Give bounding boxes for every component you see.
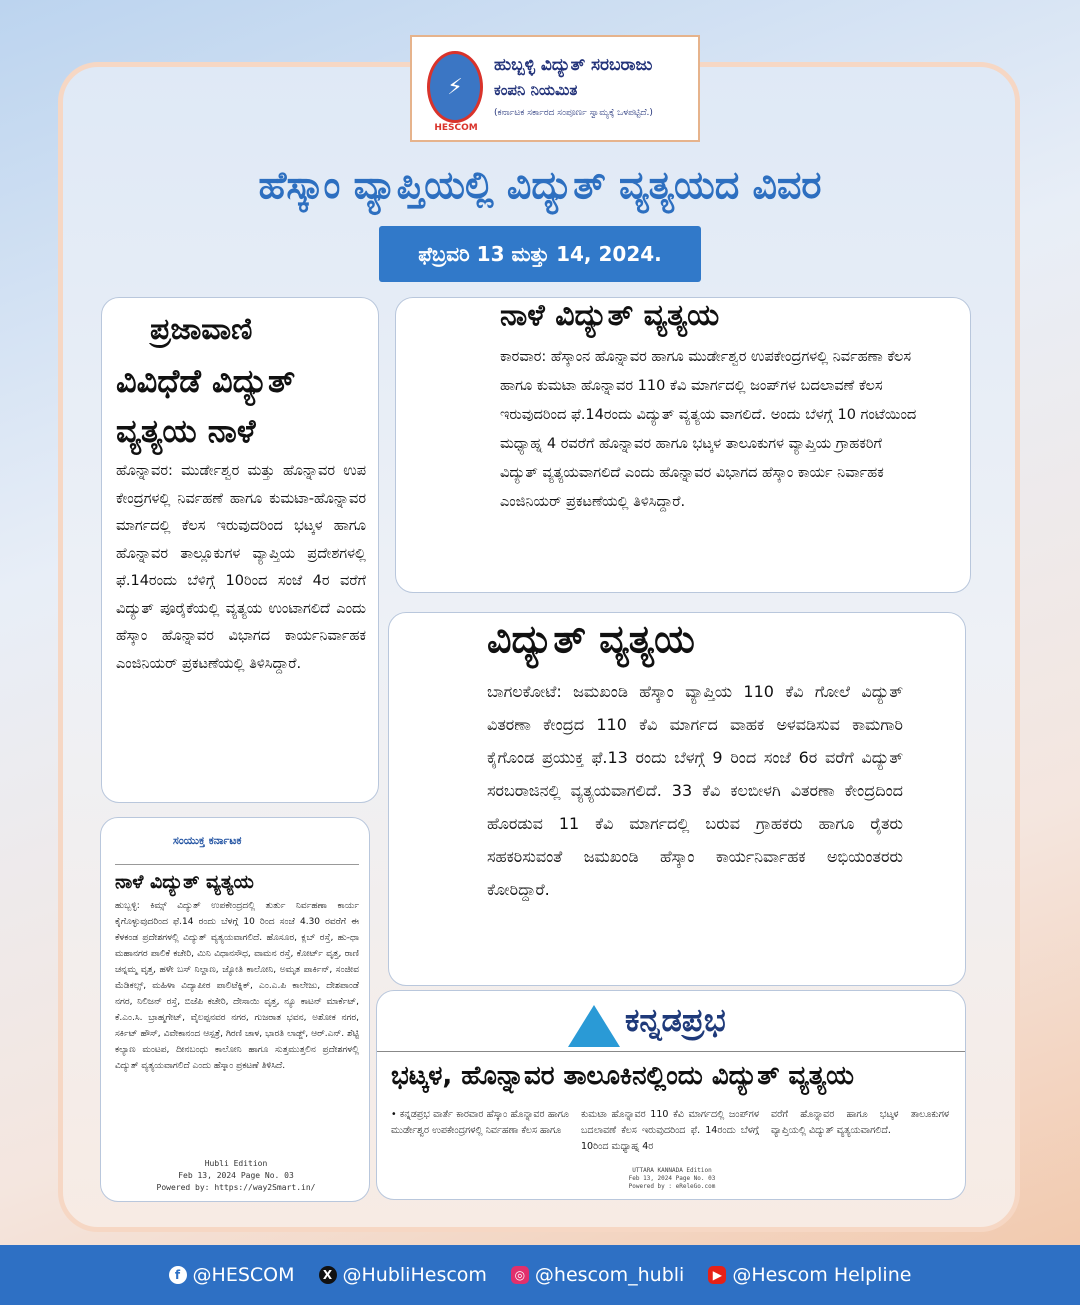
clipping-samyukta-karnataka <box>100 817 370 1202</box>
kannadaprabha-masthead: ಕನ್ನಡಪ್ರಭ <box>625 1001 726 1039</box>
hescom-logo-box <box>410 35 700 142</box>
edition-date: Feb 13, 2024 Page No. 03 <box>178 1171 294 1180</box>
x-link[interactable] <box>319 1264 487 1286</box>
instagram-icon: ◎ <box>511 1266 529 1284</box>
clipping-kannadaprabha <box>376 990 966 1200</box>
samyukta-karnataka-masthead: ಸಂಯುಕ್ತ ಕರ್ನಾಟಕ <box>173 834 242 847</box>
hescom-seal-label: HESCOM <box>434 123 478 133</box>
clipping-column-3: ವರೆಗೆ ಹೊನ್ನಾವರ ಹಾಗೂ ಭಟ್ಕಳ ತಾಲೂಕುಗಳ ವ್ಯಾಪ್ತಿಯಲ್ಲಿ ವಿದ್ಯುತ್ ವ್ಯತ್ಯಯವಾಗಲಿದೆ. <box>771 1109 949 1136</box>
youtube-icon: ▶ <box>708 1266 726 1284</box>
youtube-handle: @Hescom Helpline <box>732 1264 912 1286</box>
facebook-icon: f <box>169 1266 187 1284</box>
clipping-body: ಕಾರವಾರ: ಹೆಸ್ಕಾಂನ ಹೊನ್ನಾವರ ಹಾಗೂ ಮುರ್ಡೇಶ್ವರ ಉಪಕೇಂದ್ರಗಳಲ್ಲಿ ನಿರ್ವಹಣಾ ಕೆಲಸ ಹಾಗೂ ಕುಮಟಾ ಹೊನ್ನಾವರ 110 ಕೆವಿ ಮಾರ್ಗದಲ್ಲಿ ಜಂಪ್‌ಗಳ ಬದಲಾವಣೆ ಕೆಲಸ ಇರುವುದರಿಂದ ಫೆ.14ರಂದು ವಿದ್ಯುತ್ ವ್ಯತ್ಯಯ ವಾಗಲಿದೆ. ಅಂದು ಬೆಳಗ್ಗೆ 10 ಗಂಟೆಯಿಂದ ಮಧ್ಯಾಹ್ನ 4 ರವರೆಗೆ ಹೊನ್ನಾವರ ಹಾಗೂ ಭಟ್ಕಳ ತಾಲೂಕುಗಳ ವ್ಯಾಪ್ತಿಯ ಗ್ರಾಹಕರಿಗೆ ವಿದ್ಯುತ್ ವ್ಯತ್ಯಯವಾಗಲಿದೆ ಎಂದು ಹೊನ್ನಾವರ ವಿಭಾಗದ ಹೆಸ್ಕಾಂ ಕಾರ್ಯ ನಿರ್ವಾಹಕ ಎಂಜಿನಿಯರ್ ಪ್ರಕಟಣೆಯಲ್ಲಿ ತಿಳಿಸಿದ್ದಾರೆ. <box>500 349 917 510</box>
clipping-bagalkot <box>388 612 966 986</box>
clipping-body: ಬಾಗಲಕೋಟೆ: ಜಮಖಂಡಿ ಹೆಸ್ಕಾಂ ವ್ಯಾಪ್ತಿಯ 110 ಕೆವಿ ಗೋಲೆ ವಿದ್ಯುತ್ ವಿತರಣಾ ಕೇಂದ್ರದ 110 ಕೆವಿ ಮಾರ್ಗದ ವಾಹಕ ಅಳವಡಿಸುವ ಕಾಮಗಾರಿ ಕೈಗೊಂಡ ಪ್ರಯುಕ್ತ ಫೆ.13 ರಂದು ಬೆಳಗ್ಗೆ 9 ರಿಂದ ಸಂಜೆ 6ರ ವರೆಗೆ ವಿದ್ಯುತ್ ಸರಬರಾಜಿನಲ್ಲಿ ವ್ಯತ್ಯಯವಾಗಲಿದೆ. 33 ಕೆವಿ ಕಲಬೀಳಗಿ ವಿತರಣಾ ಕೇಂದ್ರದಿಂದ ಹೊರಡುವ 11 ಕೆವಿ ಮಾರ್ಗದಲ್ಲಿ ಬರುವ ಗ್ರಾಹಕರು ಹಾಗೂ ರೈತರು ಸಹಕರಿಸುವಂತೆ ಜಮಖಂಡಿ ಹೆಸ್ಕಾಂ ಕಾರ್ಯನಿರ್ವಾಹಕ ಅಭಿಯಂತರರು ಕೋರಿದ್ದಾರೆ. <box>487 682 903 899</box>
clipping-headline: ವಿವಿಧೆಡೆ ವಿದ್ಯುತ್ ವ್ಯತ್ಯಯ ನಾಳೆ <box>116 362 296 450</box>
clipping-column-2: ಕುಮಟಾ ಹೊನ್ನಾವರ 110 ಕೆವಿ ಮಾರ್ಗದಲ್ಲಿ ಜಂಪ್‌ಗಳ ಬದಲಾವಣೆ ಕೆಲಸ ಇರುವುದರಿಂದ ಫೆ. 14ರಂದು ಬೆಳಗ್ಗೆ 10ರಿಂದ ಮಧ್ಯಾಹ್ನ 4ರ <box>581 1109 759 1152</box>
x-handle: @HubliHescom <box>342 1264 487 1286</box>
facebook-handle: @HESCOM <box>192 1264 295 1286</box>
clipping-footer <box>101 1158 370 1194</box>
divider <box>377 1051 966 1052</box>
clipping-column-1: • ಕನ್ನಡಪ್ರಭ ವಾರ್ತೆ ಕಾರವಾರ ಹೆಸ್ಕಾಂ ಹೊನ್ನಾವರ ಹಾಗೂ ಮುರ್ಡೇಶ್ವರ ಉಪಕೇಂದ್ರಗಳಲ್ಲಿ ನಿರ್ವಹಣಾ ಕೆಲಸ ಹಾಗೂ <box>391 1109 569 1136</box>
clipping-headline: ನಾಳೆ ವಿದ್ಯುತ್ ವ್ಯತ್ಯಯ <box>500 298 720 333</box>
powered-by: Powered by : eReleGo.com <box>628 1183 716 1190</box>
youtube-link[interactable] <box>708 1264 911 1286</box>
edition-date: Feb 13, 2024 Page No. 03 <box>628 1175 716 1182</box>
edition-label: Hubli Edition <box>204 1159 268 1168</box>
clipping-body: ಹೊನ್ನಾವರ: ಮುರ್ಡೇಶ್ವರ ಮತ್ತು ಹೊನ್ನಾವರ ಉಪ ಕೇಂದ್ರಗಳಲ್ಲಿ ನಿರ್ವಹಣೆ ಹಾಗೂ ಕುಮಟಾ-ಹೊನ್ನಾವರ ಮಾರ್ಗದಲ್ಲಿ ಕೆಲಸ ಇರುವುದರಿಂದ ಭಟ್ಕಳ ಹಾಗೂ ಹೊನ್ನಾವರ ತಾಲ್ಲೂಕುಗಳ ವ್ಯಾಪ್ತಿಯ ಪ್ರದೇಶಗಳಲ್ಲಿ ಫೆ.14ರಂದು ಬೆಳಿಗ್ಗೆ 10ರಿಂದ ಸಂಜೆ 4ರ ವರೆಗೆ ವಿದ್ಯುತ್ ಪೂರೈಕೆಯಲ್ಲಿ ವ್ಯತ್ಯಯ ಉಂಟಾಗಲಿದೆ ಎಂದು ಹೆಸ್ಕಾಂ ಹೊನ್ನಾವರ ವಿಭಾಗದ ಕಾರ್ಯನಿರ್ವಾಹಕ ಎಂಜಿನಿಯರ್ ಪ್ರಕಟಣೆಯಲ್ಲಿ ತಿಳಿಸಿದ್ದಾರೆ. <box>116 463 366 672</box>
clipping-body: ಹುಬ್ಬಳ್ಳಿ: ಕಿಮ್ಸ್ ವಿದ್ಯುತ್ ಉಪಕೇಂದ್ರದಲ್ಲಿ ತುರ್ತು ನಿರ್ವಹಣಾ ಕಾರ್ಯ ಕೈಗೊಳ್ಳುವುದರಿಂದ ಫೆ.14 ರಂದು ಬೆಳಗ್ಗೆ 10 ರಿಂದ ಸಂಜೆ 4.30 ರವರೆಗೆ ಈ ಕೆಳಕಂಡ ಪ್ರದೇಶಗಳಲ್ಲಿ ವಿದ್ಯುತ್ ವ್ಯತ್ಯಯವಾಗಲಿದೆ. ಹೊಸೂರ, ಕ್ಲಬ್ ರಸ್ತೆ, ಹು-ಧಾ ಮಹಾನಗರ ಪಾಲಿಕೆ ಕಚೇರಿ, ಮಿನಿ ವಿಧಾನಸೌಧ, ವಾಮನ ರಸ್ತೆ, ಕೋರ್ಟ್ ವೃತ್ತ, ರಾಣಿ ಚನ್ನಮ್ಮ ವೃತ್ತ, ಹಳೇ ಬಸ್ ನಿಲ್ದಾಣ, ಜ್ಯೋತಿ ಕಾಲೋನಿ, ಅಮೃತ ಪಾರ್ಕಿನ್, ಸಂಜೀವ ಮೆಡಿಕಲ್ಸ್, ಮಹಿಳಾ ವಿದ್ಯಾಪೀಠ ಪಾಲಿಟೆಕ್ನಿಕ್, ಎಂ.ಎ.ಪಿ ಕಾಲೇಜು, ದೇಶಪಾಂಡೆ ನಗರ, ನಿಲಿಜನ್ ರಸ್ತೆ, ಬಿಜೆಪಿ ಕಚೇರಿ, ದೇಸಾಯಿ ವೃತ್ತ, ನ್ಯೂ ಕಾಟನ್ ಮಾರ್ಕೆಟ್, ಕೆ.ಎಂ.ಸಿ. ಬ್ರಾಹ್ಮಗೇಟ್, ವೈಲಪ್ಪನವರ ನಗರ, ಗುಜರಾತ ಭವನ, ಅಶೋಕ ನಗರ, ಸರ್ಕಿಟ್ ಹೌಸ್, ವಿವೇಕಾನಂದ ಆಸ್ಪತ್ರೆ, ಗಿರಣಿ ಚಾಳ, ಭಾರತಿ ಲಾಡ್ಜ್, ಆರ್.ಎನ್. ಶೆಟ್ಟಿ ಕಲ್ಯಾಣ ಮಂಟಪ, ದೀನಬಂಧು ಕಾಲೋನಿ ಹಾಗೂ ಸುತ್ತಮುತ್ತಲಿನ ಪ್ರದೇಶಗಳಲ್ಲಿ ವಿದ್ಯುತ್ ವ್ಯತ್ಯಯವಾಗಲಿದೆ ಎಂದು ಹೆಸ್ಕಾಂ ಪ್ರಕಟಣೆ ತಿಳಿಸಿದೆ. <box>115 901 359 1071</box>
date-badge: ಫೆಬ್ರವರಿ 13 ಮತ್ತು 14, 2024. <box>379 226 701 282</box>
clipping-headline: ವಿದ್ಯುತ್ ವ್ಯತ್ಯಯ <box>487 617 695 661</box>
kannadaprabha-logo-icon <box>568 1005 620 1047</box>
facebook-link[interactable] <box>169 1264 295 1286</box>
prajavani-masthead: ಪ್ರಜಾವಾಣಿ <box>150 312 253 347</box>
clipping-headline: ಭಟ್ಕಳ, ಹೊನ್ನಾವರ ತಾಲೂಕಿನಲ್ಲಿಂದು ವಿದ್ಯುತ್ ವ್ಯತ್ಯಯ <box>391 1061 855 1091</box>
hescom-seal-icon: ⚡ <box>427 51 483 123</box>
clipping-prajavani <box>101 297 379 803</box>
page-title: ಹೆಸ್ಕಾಂ ವ್ಯಾಪ್ತಿಯಲ್ಲಿ ವಿದ್ಯುತ್ ವ್ಯತ್ಯಯದ ವಿವರ <box>258 163 822 207</box>
edition-label: UTTARA KANNADA Edition <box>632 1167 712 1174</box>
company-name-line2: ಕಂಪನಿ ನಿಯಮಿತ <box>494 81 578 99</box>
instagram-handle: @hescom_hubli <box>534 1264 685 1286</box>
company-name-line1: ಹುಬ್ಬಳ್ಳಿ ವಿದ್ಯುತ್ ಸರಬರಾಜು <box>494 55 653 75</box>
powered-by: Powered by: https://way2Smart.in/ <box>156 1183 316 1192</box>
clipping-karwar <box>395 297 971 593</box>
x-icon: X <box>319 1266 337 1284</box>
clipping-headline: ನಾಳೆ ವಿದ್ಯುತ್ ವ್ಯತ್ಯಯ <box>115 864 359 893</box>
social-footer <box>0 1245 1080 1305</box>
company-name-line3: (ಕರ್ನಾಟಕ ಸರ್ಕಾರದ ಸಂಪೂರ್ಣ ಸ್ವಾಮ್ಯಕ್ಕೆ ಒಳಪಟ್ಟಿದೆ.) <box>494 108 653 118</box>
clipping-footer <box>377 1167 966 1191</box>
instagram-link[interactable] <box>511 1264 684 1286</box>
